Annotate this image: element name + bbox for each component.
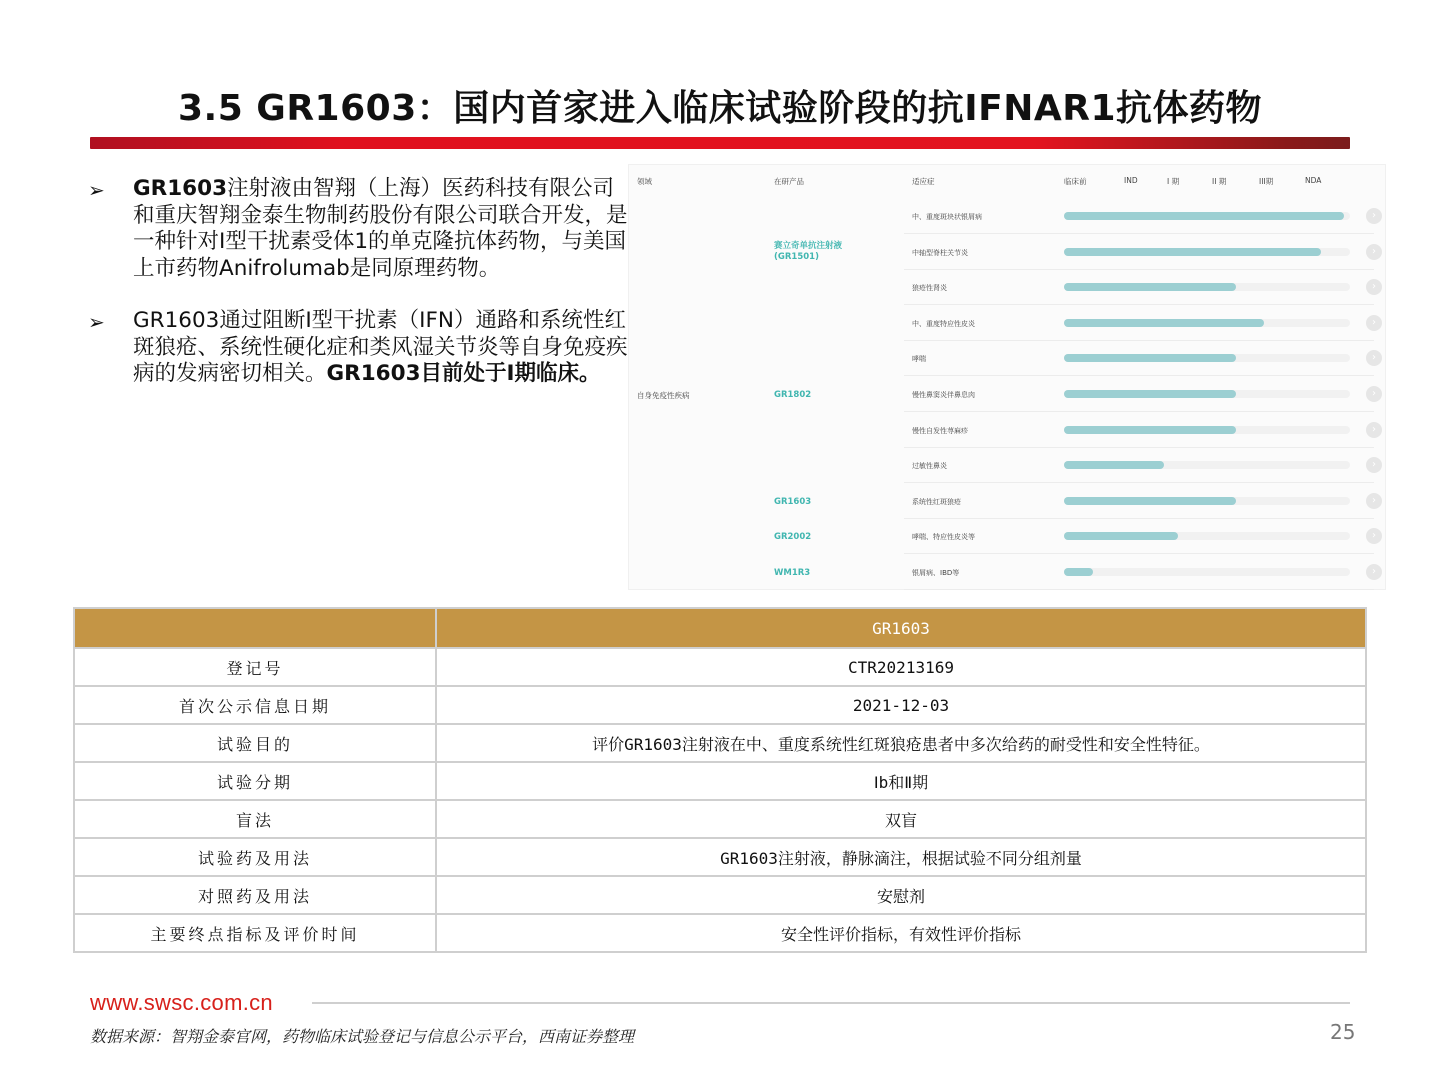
table-row-value: 安全性评价指标，有效性评价指标 bbox=[436, 914, 1366, 952]
pipeline-product-label: GR2002 bbox=[774, 532, 812, 542]
expand-circle-icon[interactable]: › bbox=[1366, 493, 1382, 509]
expand-circle-icon[interactable]: › bbox=[1366, 386, 1382, 402]
pipeline-product-label: GR1603 bbox=[774, 497, 812, 507]
table-row-value: Ⅰb和Ⅱ期 bbox=[436, 762, 1366, 800]
table-row-value: 安慰剂 bbox=[436, 876, 1366, 914]
expand-circle-icon[interactable]: › bbox=[1366, 528, 1382, 544]
pipeline-progress-bar bbox=[1064, 532, 1178, 540]
table-row bbox=[74, 800, 1366, 838]
footer-divider bbox=[312, 1002, 1350, 1004]
bullet-list bbox=[88, 176, 628, 414]
pipeline-progress-bar bbox=[1064, 319, 1264, 327]
expand-circle-icon[interactable]: › bbox=[1366, 315, 1382, 331]
expand-circle-icon[interactable]: › bbox=[1366, 279, 1382, 295]
bullet-bold-text: GR1603 bbox=[133, 176, 228, 201]
bullet-item bbox=[88, 308, 628, 388]
table-row-label: 对照药及用法 bbox=[74, 876, 436, 914]
pipeline-indication-label: 过敏性鼻炎 bbox=[912, 462, 947, 471]
pipeline-header-indication: 适应症 bbox=[912, 177, 935, 186]
bullet-plain-text: 注射液由智翔（上海）医药科技有限公司和重庆智翔金泰生物制药股份有限公司联合开发，是一种针对I型干扰素受体1的单克隆抗体药物，与美国上市药物Anifrolumab是同原理药物。 bbox=[133, 176, 628, 281]
pipeline-row bbox=[904, 483, 1374, 519]
table-row-label: 主要终点指标及评价时间 bbox=[74, 914, 436, 952]
pipeline-row bbox=[904, 340, 1374, 376]
table-row bbox=[74, 762, 1366, 800]
bullet-text bbox=[133, 308, 628, 388]
table-row-value: 评价GR1603注射液在中、重度系统性红斑狼疮患者中多次给药的耐受性和安全性特征。 bbox=[436, 724, 1366, 762]
pipeline-indication-label: 慢性鼻窦炎伴鼻息肉 bbox=[912, 391, 975, 399]
expand-circle-icon[interactable]: › bbox=[1366, 244, 1382, 260]
arrow-bullet-icon: ➢ bbox=[88, 178, 105, 202]
pipeline-header-nda: NDA bbox=[1305, 176, 1322, 185]
pipeline-indication-label: 银屑病、IBD等 bbox=[912, 569, 960, 577]
pipeline-row bbox=[904, 447, 1374, 483]
table-row-label: 试验目的 bbox=[74, 724, 436, 762]
table-row-label: 登记号 bbox=[74, 648, 436, 686]
pipeline-indication-label: 中轴型脊柱关节炎 bbox=[912, 248, 968, 257]
pipeline-progress-track bbox=[1064, 497, 1350, 505]
pipeline-progress-bar bbox=[1064, 461, 1164, 469]
bullet-text bbox=[133, 176, 628, 282]
pipeline-header-phase2: II 期 bbox=[1212, 177, 1227, 186]
table-row bbox=[74, 914, 1366, 952]
table-row-value: GR1603注射液，静脉滴注，根据试验不同分组剂量 bbox=[436, 838, 1366, 876]
pipeline-row bbox=[904, 412, 1374, 448]
pipeline-header-product: 在研产品 bbox=[774, 177, 804, 186]
expand-circle-icon[interactable]: › bbox=[1366, 564, 1382, 580]
page-title: 3.5 GR1603：国内首家进入临床试验阶段的抗IFNAR1抗体药物 bbox=[177, 88, 1263, 129]
pipeline-row bbox=[904, 234, 1374, 270]
table-row bbox=[74, 724, 1366, 762]
bullet-item bbox=[88, 176, 628, 282]
pipeline-indication-label: 中、重度斑块状银屑病 bbox=[912, 213, 982, 221]
table-row bbox=[74, 648, 1366, 686]
pipeline-progress-bar bbox=[1064, 390, 1236, 398]
expand-circle-icon[interactable]: › bbox=[1366, 350, 1382, 366]
pipeline-progress-bar bbox=[1064, 426, 1236, 434]
pipeline-header-ind: IND bbox=[1124, 176, 1138, 185]
pipeline-row bbox=[904, 554, 1374, 590]
table-row-label: 试验药及用法 bbox=[74, 838, 436, 876]
pipeline-header-area: 领域 bbox=[637, 177, 652, 186]
pipeline-progress-track bbox=[1064, 283, 1350, 291]
pipeline-progress-track bbox=[1064, 354, 1350, 362]
pipeline-progress-track bbox=[1064, 248, 1350, 256]
pipeline-progress-track bbox=[1064, 319, 1350, 327]
page-number: 25 bbox=[1330, 1020, 1356, 1044]
table-row bbox=[74, 838, 1366, 876]
pipeline-header-preclinical: 临床前 bbox=[1064, 177, 1087, 186]
table-row bbox=[74, 876, 1366, 914]
table-row bbox=[74, 686, 1366, 724]
pipeline-progress-bar bbox=[1064, 248, 1321, 256]
pipeline-row bbox=[904, 305, 1374, 341]
pipeline-header-phase3: III期 bbox=[1259, 177, 1274, 186]
pipeline-row bbox=[904, 269, 1374, 305]
bullet-plain-text: GR1603通过阻断I型干扰素（IFN）通路和系统性红斑狼疮、系统性硬化症和类风湿关节炎等自身免疫疾病的发病密切相关。 bbox=[133, 308, 628, 386]
pipeline-progress-bar bbox=[1064, 283, 1236, 291]
pipeline-indication-label: 中、重度特应性皮炎 bbox=[912, 319, 975, 328]
pipeline-row bbox=[904, 376, 1374, 412]
pipeline-chart bbox=[628, 164, 1386, 590]
pipeline-indication-label: 哮喘 bbox=[912, 355, 926, 364]
pipeline-indication-label: 系统性红斑狼疮 bbox=[912, 497, 961, 506]
pipeline-progress-bar bbox=[1064, 354, 1236, 362]
title-divider-bar bbox=[90, 137, 1350, 149]
table-header-row bbox=[74, 608, 1366, 648]
pipeline-row bbox=[904, 198, 1374, 234]
trial-info-table bbox=[73, 607, 1367, 953]
expand-circle-icon[interactable]: › bbox=[1366, 457, 1382, 473]
pipeline-progress-bar bbox=[1064, 212, 1344, 220]
pipeline-area-label: 自身免疫性疾病 bbox=[637, 391, 690, 400]
pipeline-progress-track bbox=[1064, 212, 1350, 220]
arrow-bullet-icon: ➢ bbox=[88, 310, 105, 334]
pipeline-indication-label: 狼疮性肾炎 bbox=[912, 284, 947, 293]
expand-circle-icon[interactable]: › bbox=[1366, 208, 1382, 224]
table-row-value: 2021-12-03 bbox=[436, 686, 1366, 724]
footer-source-note: 数据来源：智翔金泰官网，药物临床试验登记与信息公示平台，西南证券整理 bbox=[90, 1027, 635, 1046]
table-row-value: 双盲 bbox=[436, 800, 1366, 838]
pipeline-indication-label: 哮喘、特应性皮炎等 bbox=[912, 533, 975, 542]
pipeline-progress-track bbox=[1064, 426, 1350, 434]
pipeline-product-label: 赛立奇单抗注射液 (GR1501) bbox=[774, 241, 843, 262]
table-row-label: 首次公示信息日期 bbox=[74, 686, 436, 724]
pipeline-progress-track bbox=[1064, 390, 1350, 398]
footer-website-link[interactable]: www.swsc.com.cn bbox=[90, 990, 273, 1015]
table-row-label: 试验分期 bbox=[74, 762, 436, 800]
expand-circle-icon[interactable]: › bbox=[1366, 422, 1382, 438]
pipeline-row bbox=[904, 518, 1374, 554]
table-row-label: 盲法 bbox=[74, 800, 436, 838]
bullet-bold-text: GR1603目前处于Ⅰ期临床。 bbox=[326, 361, 601, 386]
pipeline-progress-track bbox=[1064, 532, 1350, 540]
pipeline-progress-track bbox=[1064, 461, 1350, 469]
pipeline-product-label: GR1802 bbox=[774, 390, 812, 400]
pipeline-product-label: WM1R3 bbox=[774, 568, 811, 578]
pipeline-header-phase1: I 期 bbox=[1167, 177, 1180, 186]
pipeline-progress-track bbox=[1064, 568, 1350, 576]
pipeline-indication-label: 慢性自发性荨麻疹 bbox=[912, 426, 968, 435]
table-row-value: CTR20213169 bbox=[436, 648, 1366, 686]
table-header-blank bbox=[74, 608, 436, 648]
pipeline-progress-bar bbox=[1064, 568, 1093, 576]
table-header-drug: GR1603 bbox=[436, 608, 1366, 648]
pipeline-progress-bar bbox=[1064, 497, 1236, 505]
